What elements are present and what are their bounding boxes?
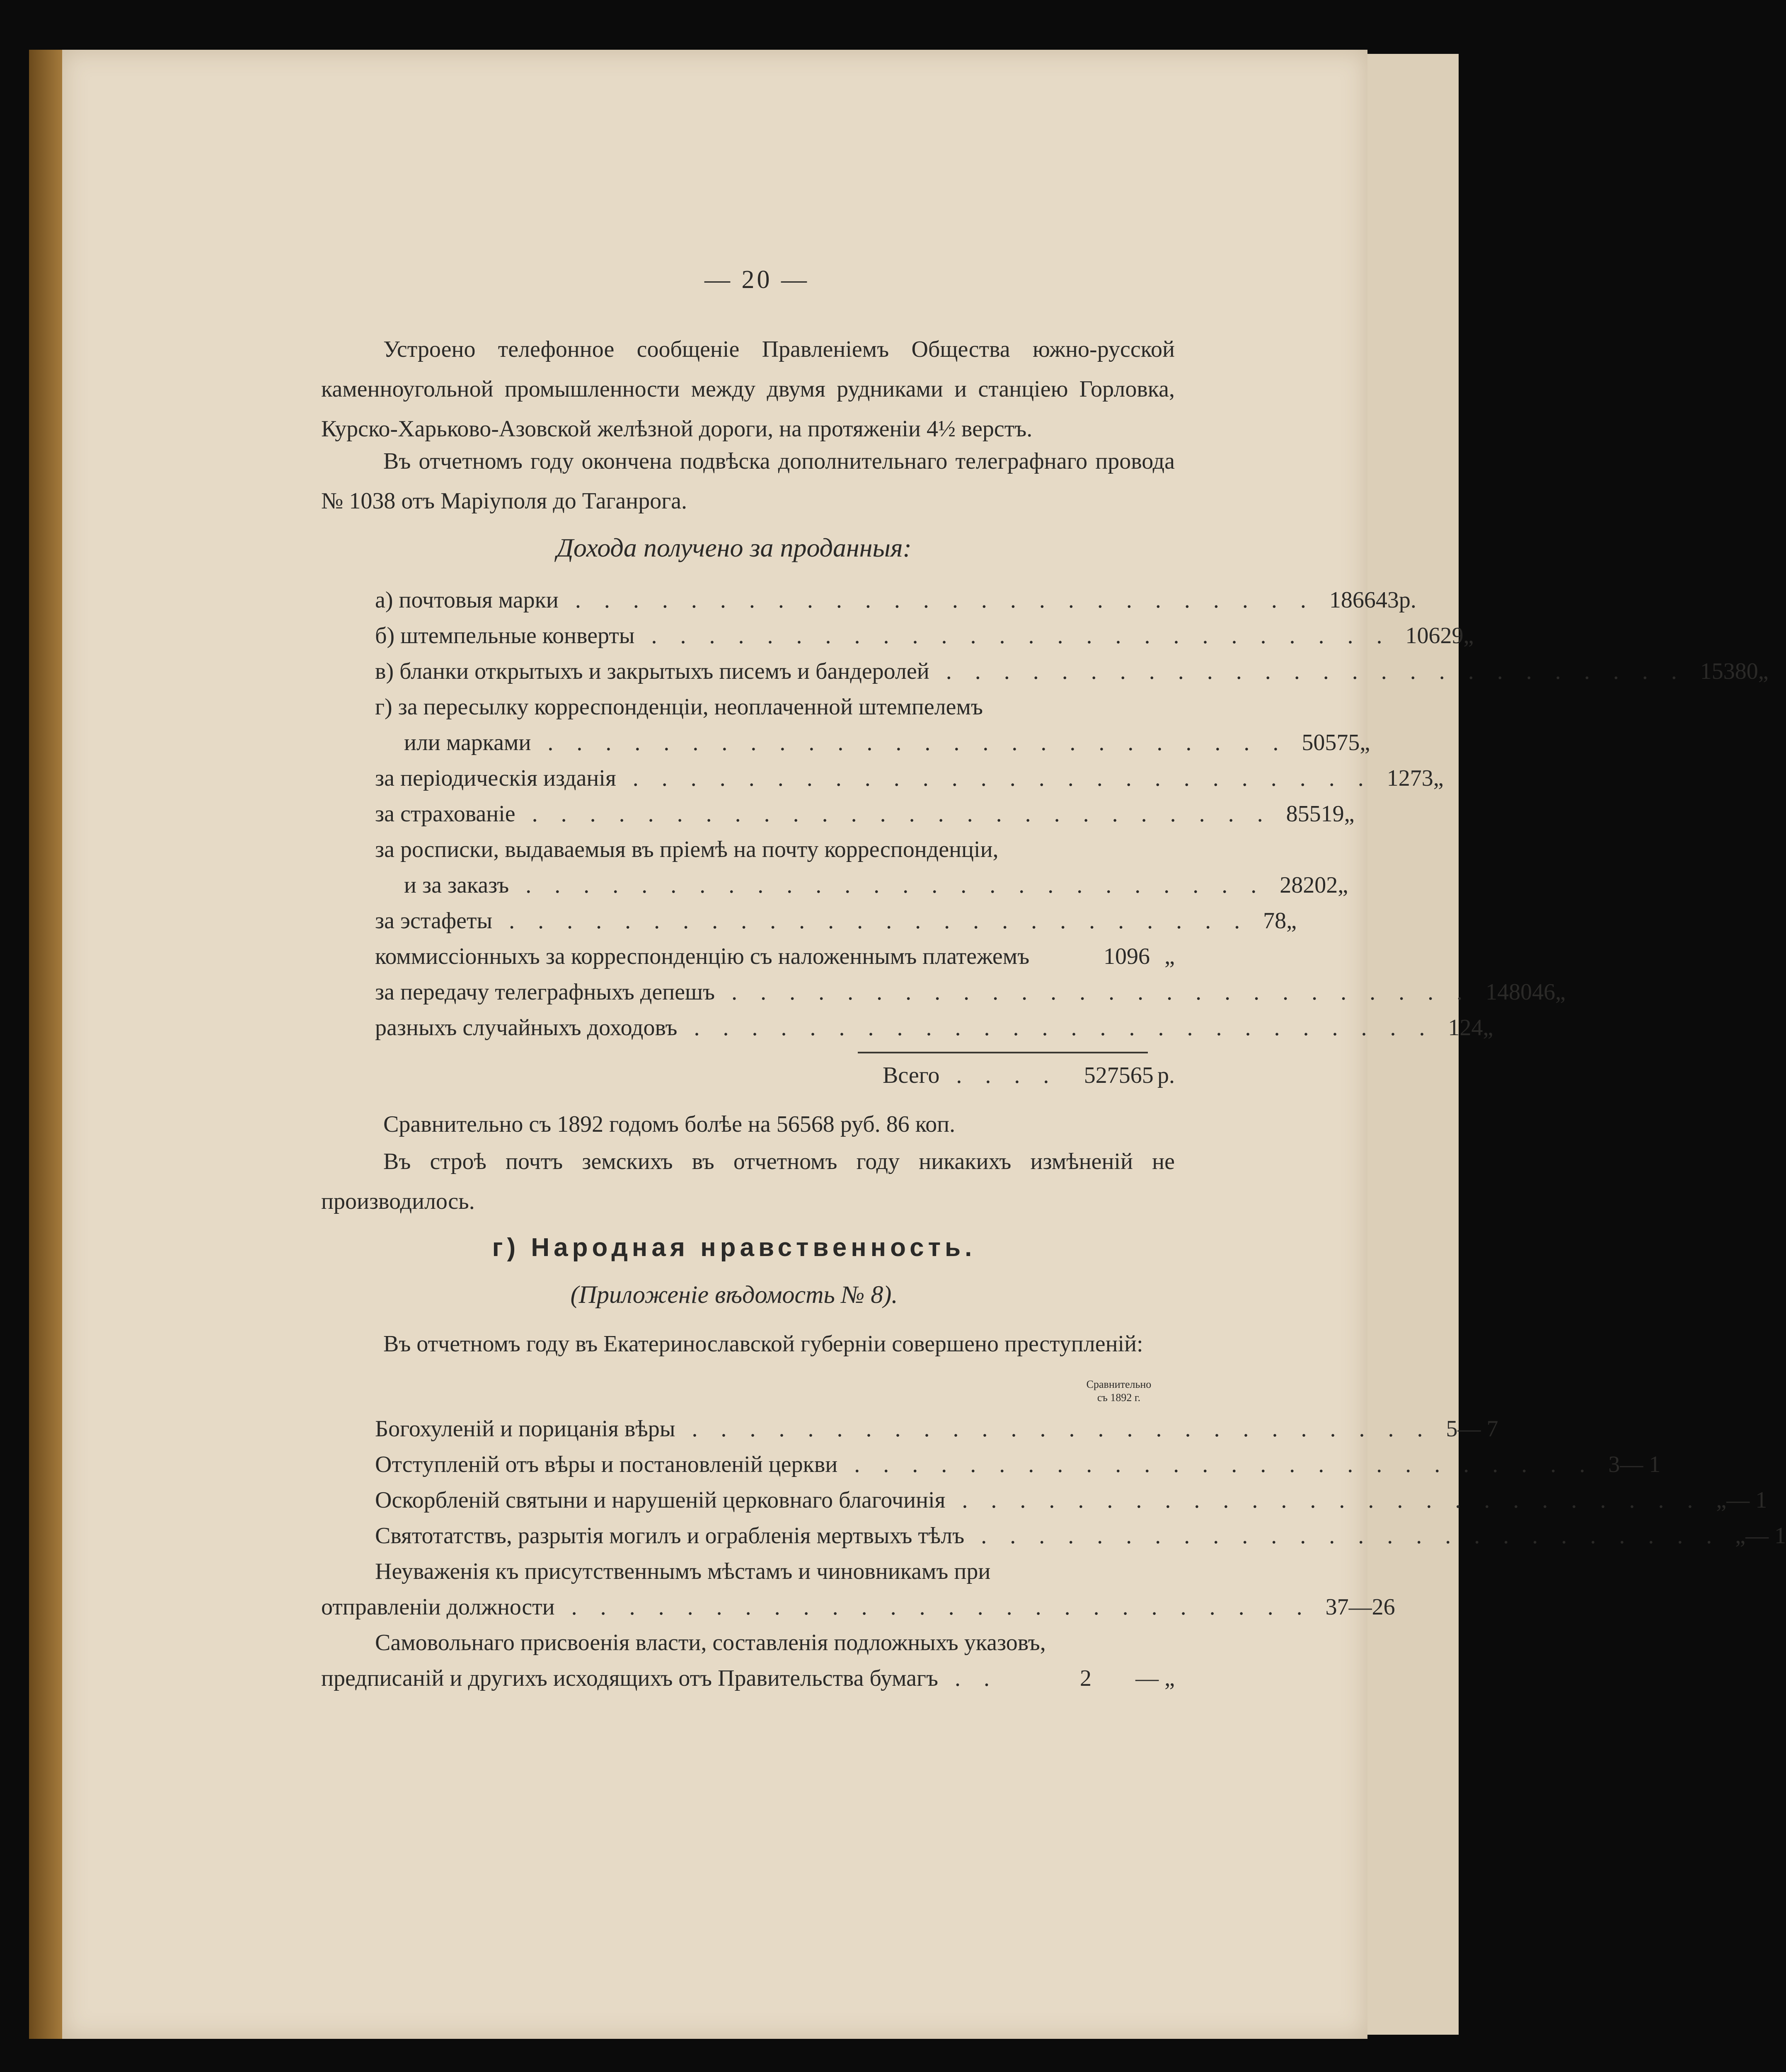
income-row: и за заказъ .......................... 28202 „ — [404, 867, 1175, 903]
paragraph-zemstvo-post: Въ строѣ почтъ земскихъ въ отчетномъ году никакихъ измѣненій не производилось. — [321, 1149, 1175, 1214]
crime-row-label: Святотатствъ, разрытія могилъ и ограбленія мертвыхъ тѣлъ — [375, 1523, 965, 1549]
income-row: а) почтовыя марки .......................... 186643 р. — [375, 582, 1175, 618]
income-row: за передачу телеграфныхъ депешъ .......................... 148046 „ — [375, 974, 1175, 1010]
income-row-unit: „ — [1758, 658, 1769, 684]
income-row-value: 186643 — [1329, 587, 1399, 613]
page-number: — 20 — — [704, 266, 809, 294]
crime-row-label: Оскорбленій святыни и нарушеній церковнаго благочинія — [375, 1487, 946, 1513]
crime-row-label: Неуваженія къ присутственнымъ мѣстамъ и чиновникамъ при — [375, 1559, 991, 1584]
income-row-unit: „ — [1338, 872, 1348, 898]
paragraph-telephone: Устроено телефонное сообщеніе Правленіемъ Общества южно-русской каменноугольной промышленности между двумя рудниками и станціею Горловка, Курско-Харьково-Азовской желѣзной дороги, на протяженіи 4½ верстъ. — [321, 336, 1175, 442]
crime-row-compare: — „ — [1135, 1665, 1175, 1691]
crime-row-label: предписаній и другихъ исходящихъ отъ Правительства бумагъ — [321, 1665, 938, 1691]
section-title: г) Народная нравственность. — [492, 1233, 976, 1262]
crime-row: предписаній и другихъ исходящихъ отъ Правительства бумагъ .. 2 — „ — [321, 1661, 1175, 1696]
crime-row-label: отправленіи должности — [321, 1594, 555, 1620]
income-row-label: и за заказъ — [404, 872, 509, 898]
comparison-header-line2: съ 1892 г. — [1097, 1392, 1141, 1404]
income-row-value: 124 — [1448, 1015, 1483, 1041]
crime-row: отправленіи должности .......................... 37 —26 — [321, 1589, 1175, 1625]
income-row-unit: р. — [1399, 587, 1416, 613]
income-row-label: разныхъ случайныхъ доходовъ — [375, 1015, 678, 1041]
paragraph-telegraph: Въ отчетномъ году окончена подвѣска дополнительнаго телеграфнаго провода № 1038 отъ Маріуполя до Таганрога. — [321, 448, 1175, 514]
paragraph-comparison: Сравнительно съ 1892 годомъ болѣе на 56568 руб. 86 коп. — [383, 1111, 956, 1137]
income-row-label: за эстафеты — [375, 908, 493, 934]
income-row: за періодическія изданія .......................... 1273 „ — [375, 760, 1175, 796]
income-row-label: за передачу телеграфныхъ депешъ — [375, 979, 715, 1005]
income-row-value: 15380 — [1700, 658, 1758, 684]
crime-row-count: „ — [1716, 1487, 1727, 1513]
crime-row-count: 2 — [1080, 1665, 1091, 1691]
income-row-label: за періодическія изданія — [375, 765, 616, 791]
income-row-value: 28202 — [1280, 872, 1338, 898]
income-row-label: или марками — [404, 730, 531, 755]
income-row-value: 1096 — [1104, 944, 1150, 969]
income-row-value: 10629 — [1405, 623, 1464, 649]
income-row — [375, 832, 1175, 867]
crime-row-compare: — 1 — [1726, 1487, 1767, 1513]
income-row-value: 1273 — [1387, 765, 1433, 791]
total-rule — [858, 1052, 1148, 1053]
crime-row: Святотатствъ, разрытія могилъ и ограбленія мертвыхъ тѣлъ .......................... „ — 1 — [375, 1518, 1175, 1554]
crime-row — [375, 1625, 1175, 1661]
income-row-value: 85519 — [1286, 801, 1344, 827]
income-row-label: б) штемпельные конверты — [375, 623, 635, 649]
income-row-label: за страхованіе — [375, 801, 515, 827]
income-total-value: 527565 — [1084, 1063, 1154, 1088]
income-row-unit: „ — [1360, 730, 1370, 755]
income-row-value: 148046 — [1486, 979, 1556, 1005]
crime-row-count: „ — [1735, 1523, 1746, 1549]
comparison-column-header — [1065, 1378, 1173, 1404]
income-row-unit: „ — [1483, 1015, 1493, 1041]
crime-row-label: Самовольнаго присвоенія власти, составленія подложныхъ указовъ, — [375, 1630, 1046, 1656]
income-row: б) штемпельные конверты .......................... 10629 „ — [375, 618, 1175, 654]
crime-row-compare: — 7 — [1457, 1416, 1498, 1442]
crime-row: Богохуленій и порицанія вѣры .......................... 5 — 7 — [375, 1411, 1175, 1447]
crime-row-label: Отступленій отъ вѣры и постановленій церкви — [375, 1452, 838, 1477]
income-row-value: 78 — [1263, 908, 1287, 934]
income-row-unit: „ — [1463, 623, 1474, 649]
income-row: за страхованіе .......................... 85519 „ — [375, 796, 1175, 832]
income-row: за эстафеты .......................... 78 „ — [375, 903, 1175, 939]
income-heading: Дохода получено за проданныя: — [557, 533, 912, 562]
income-row — [375, 689, 1175, 725]
paragraph-crimes-intro: Въ отчетномъ году въ Екатеринославской губерніи совершено преступленій: — [383, 1331, 1143, 1357]
income-row-label: г) за пересылку корреспонденціи, неоплаченной штемпелемъ — [375, 694, 983, 720]
crime-row-compare: — 1 — [1620, 1452, 1661, 1477]
income-row: разныхъ случайныхъ доходовъ .......................... 124 „ — [375, 1010, 1175, 1046]
income-row — [375, 939, 1175, 974]
income-row-unit: „ — [1344, 801, 1355, 827]
crime-row-count: 37 — [1325, 1594, 1349, 1620]
income-total-row: Всего .... 527565 р. — [883, 1058, 1175, 1093]
crime-row-label: Богохуленій и порицанія вѣры — [375, 1416, 675, 1442]
income-row-label: а) почтовыя марки — [375, 587, 559, 613]
income-row-value: 50575 — [1302, 730, 1360, 755]
section-subtitle: (Приложеніе вѣдомость № 8). — [570, 1281, 898, 1308]
income-total-label: Всего — [883, 1063, 940, 1088]
income-row-unit: „ — [1164, 944, 1175, 969]
crime-row-count: 5 — [1446, 1416, 1458, 1442]
income-row-unit: „ — [1286, 908, 1297, 934]
income-row: или марками .......................... 50575 „ — [404, 725, 1175, 760]
income-row-label: коммиссіонныхъ за корреспонденцію съ наложеннымъ платежемъ — [375, 944, 1030, 969]
crime-row — [375, 1554, 1175, 1589]
income-row-label: за росписки, выдаваемыя въ пріемѣ на почту корреспонденціи, — [375, 837, 999, 862]
income-row-unit: „ — [1555, 979, 1566, 1005]
crime-row-count: 3 — [1608, 1452, 1620, 1477]
income-row-label: в) бланки открытыхъ и закрытыхъ писемъ и бандеролей — [375, 658, 929, 684]
income-row: в) бланки открытыхъ и закрытыхъ писемъ и бандеролей .......................... 15380 „ — [375, 654, 1175, 689]
crime-row: Отступленій отъ вѣры и постановленій церкви .......................... 3 — 1 — [375, 1447, 1175, 1482]
comparison-header-line1: Сравнительно — [1086, 1378, 1152, 1390]
income-total-unit: р. — [1157, 1063, 1175, 1088]
income-row-unit: „ — [1433, 765, 1444, 791]
crime-row: Оскорбленій святыни и нарушеній церковнаго благочинія .......................... „ — 1 — [375, 1482, 1175, 1518]
crime-row-compare: — 1 — [1745, 1523, 1786, 1549]
crime-row-compare: —26 — [1348, 1594, 1395, 1620]
